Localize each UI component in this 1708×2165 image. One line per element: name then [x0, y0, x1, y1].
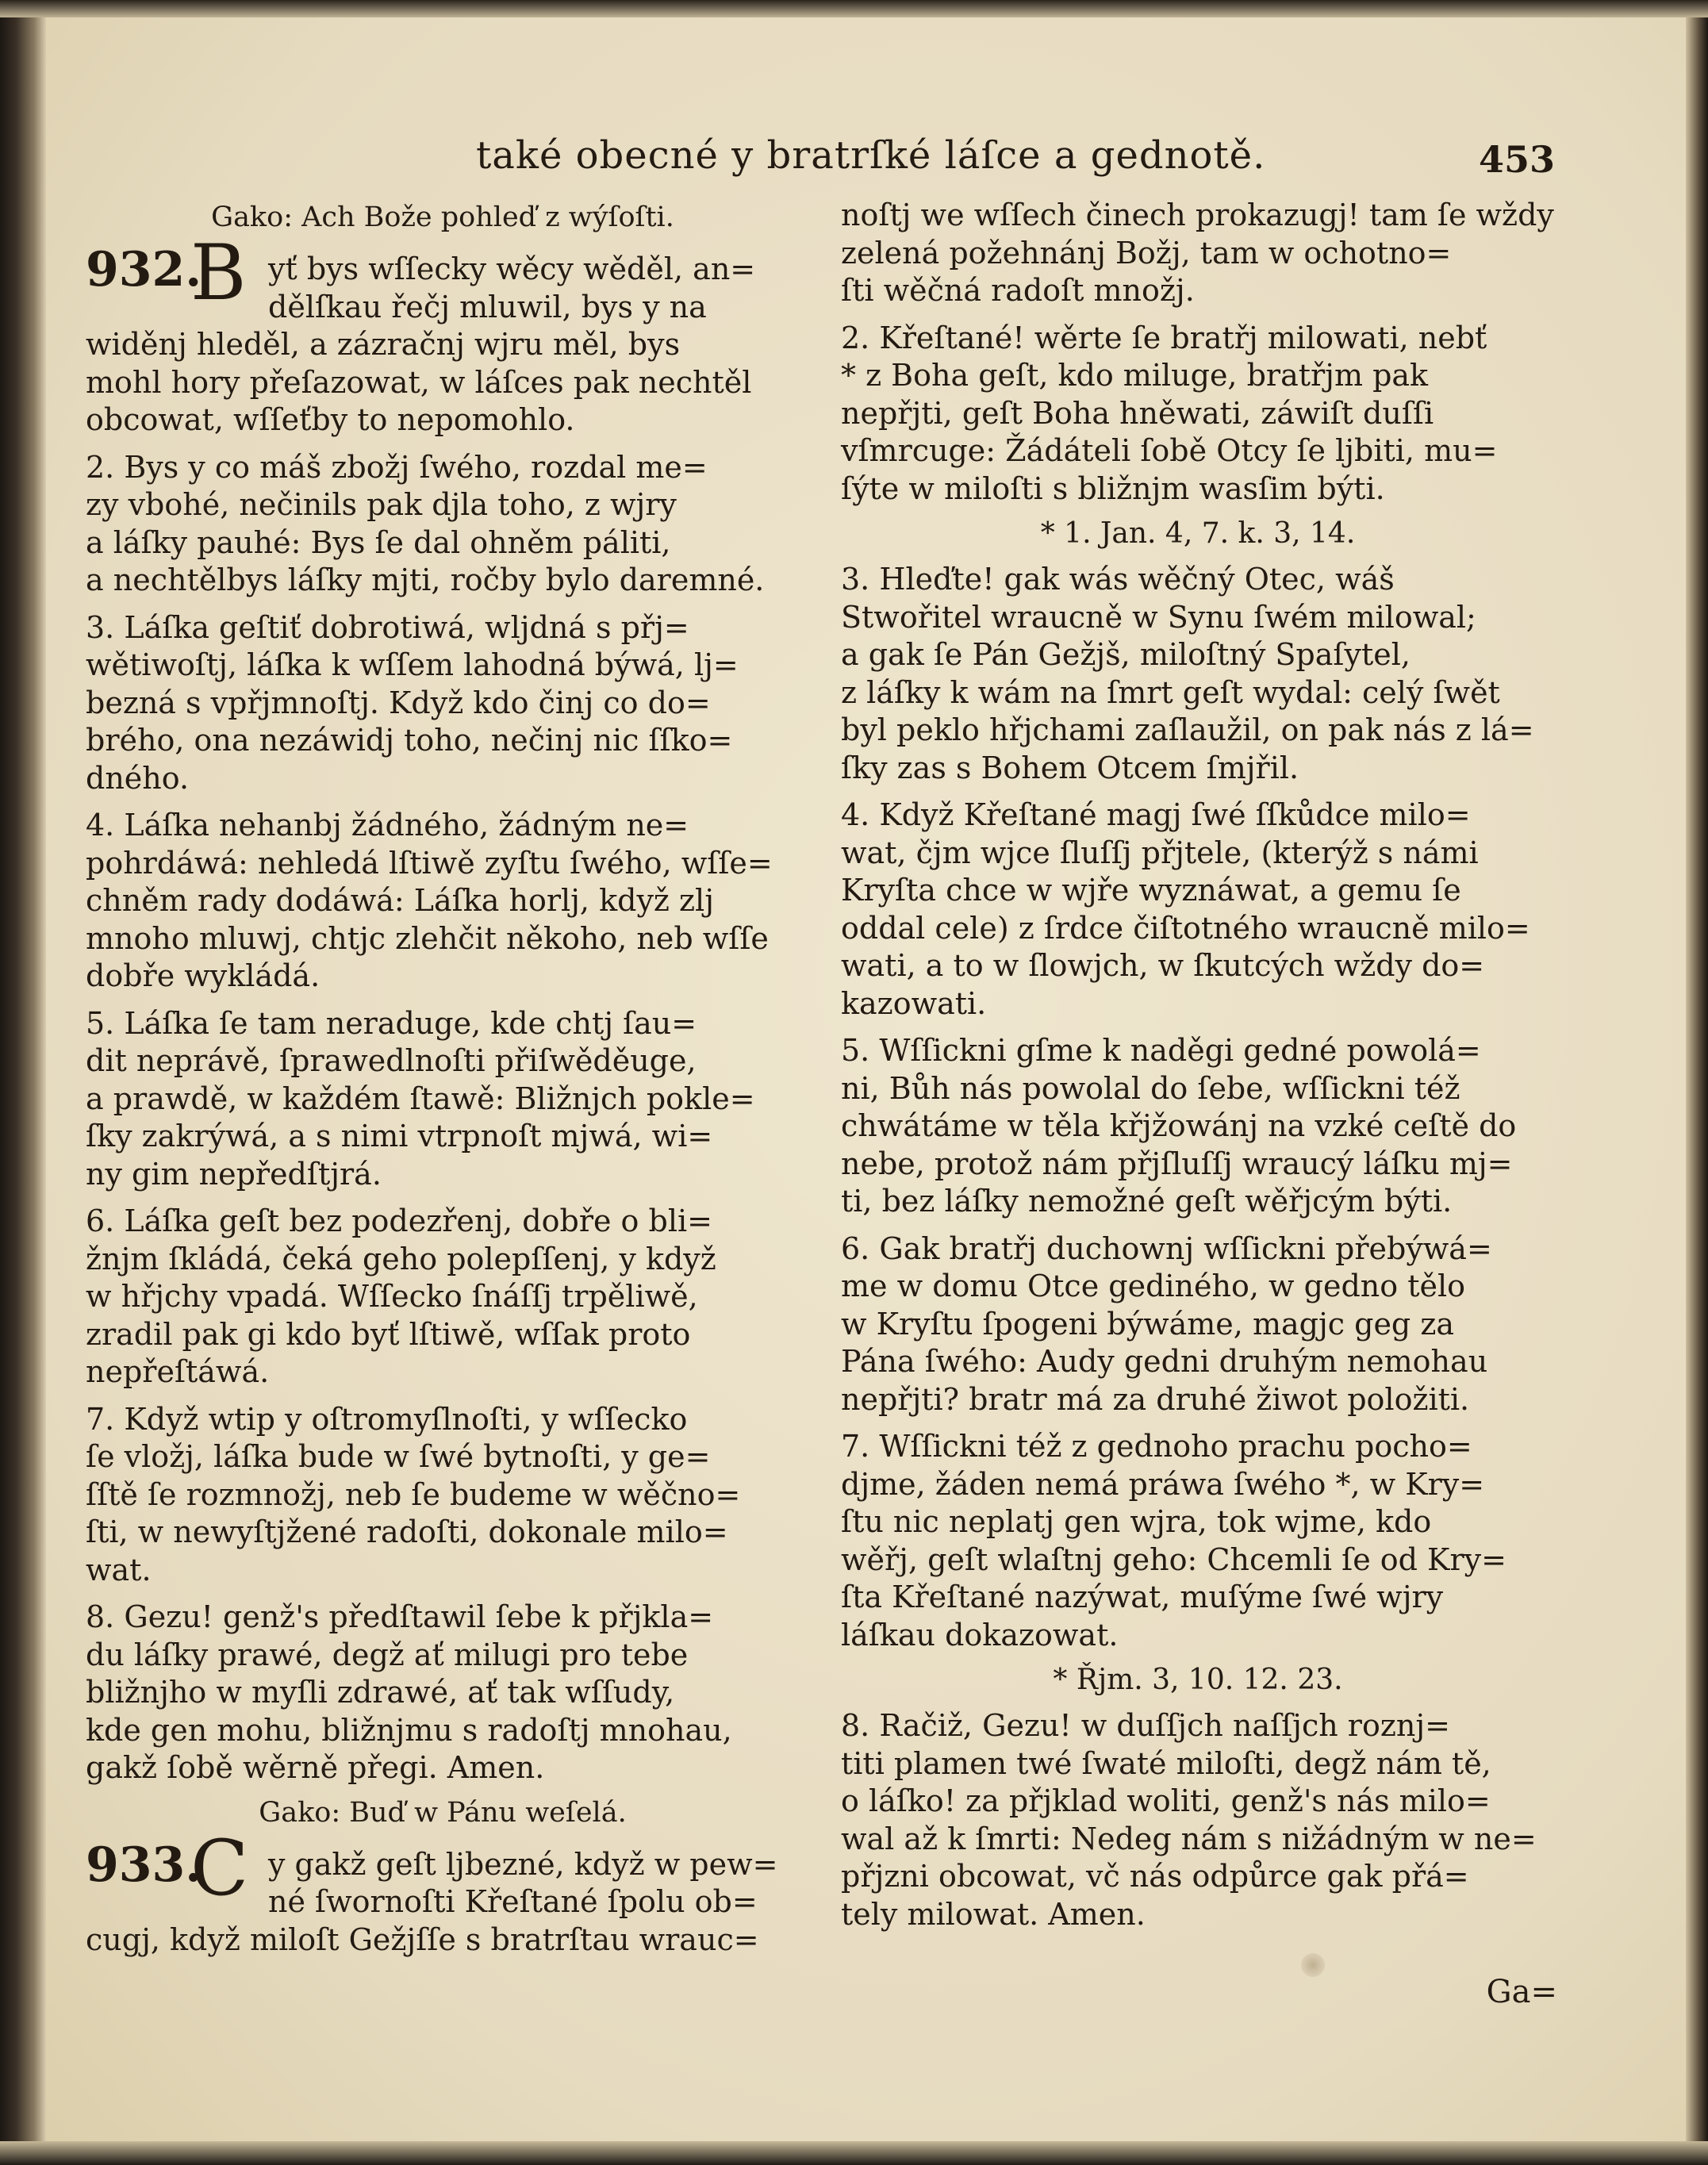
text-line: 5. Wſſickni gſme k naděgi gedné powolá= [841, 1033, 1481, 1068]
text-line: wal až k ſmrti: Nedeg nám s nižádným w ne= [841, 1821, 1537, 1856]
text-line: oddal cele) z ſrdce čiſtotného wraucně milo= [841, 910, 1530, 946]
text-line: 5. Láſka ſe tam neraduge, kde chtj ſau= [86, 1005, 697, 1041]
text-line: mnoho mluwj, chtjc zlehčit někoho, neb wſſe [86, 920, 769, 956]
verse-3 [841, 561, 1555, 787]
text-line: ti, bez láſky nemožné geſt wěřjcým býti. [841, 1184, 1453, 1219]
text-line: vſmrcuge: Žádáteli ſobě Otcy ſe ljbiti, mu= [841, 433, 1498, 468]
binding-shadow [0, 0, 46, 2165]
text-line: wěřj, geſt wlaſtnj geho: Chcemli ſe od Kry= [841, 1541, 1506, 1577]
text-line: nebe, protož nám přjſluſſj wraucý láſku mj= [841, 1146, 1513, 1181]
text-line: láſkau dokazowat. [841, 1617, 1119, 1653]
text-line: z láſky k wám na ſmrt geſt wydal: celý ſwět [841, 674, 1500, 710]
page-edge-right [1686, 0, 1708, 2165]
verse-1-continued [841, 197, 1555, 310]
text-line: a prawdě, w každém ſtawě: Bližnjch pokle= [86, 1081, 755, 1116]
melody-heading: Gako: Ach Bože pohleď z wýſoſti. [211, 202, 674, 233]
text-line: 7. Wſſickni též z gednoho prachu pocho= [841, 1429, 1472, 1464]
text-line: o láſko! za přjklad woliti, genž's nás milo= [841, 1783, 1491, 1818]
text-line: ſti wěčná radoſt množj. [841, 273, 1195, 308]
text-line: ny gim nepředſtjrá. [86, 1156, 382, 1192]
hymn-933 [86, 1823, 800, 1960]
text-line: né ſwornoſti Křeſtané ſpolu ob= [268, 1884, 758, 1919]
text-line: byl peklo hřjchami zaſlaužil, on pak nás z lá= [841, 712, 1534, 747]
text-line: ſky zas s Bohem Otcem ſmjřil. [841, 750, 1299, 785]
footnote-reference: * Řjm. 3, 10. 12. 23. [1053, 1664, 1343, 1696]
verse-6 [86, 1203, 800, 1392]
text-line: pohrdáwá: nehledá lſtiwě zyſtu ſwého, wſſe= [86, 845, 773, 881]
text-line: titi plamen twé ſwaté miloſti, degž nám tě, [841, 1745, 1491, 1781]
verse-8 [86, 1599, 800, 1787]
hymn-932 [86, 228, 800, 440]
text-line: zradil pak gi kdo byť lſtiwě, wſſak proto [86, 1316, 691, 1352]
text-line: zy vbohé, nečinils pak djla toho, z wjry [86, 487, 677, 522]
text-line: ſky zakrýwá, a s nimi vtrpnoſt mjwá, wi= [86, 1119, 713, 1154]
text-line: chwátáme w těla křjžowánj na vzké ceſtě do [841, 1108, 1517, 1143]
hymn-number: 933. [86, 1837, 202, 1893]
text-line: ſýte w miloſti s bližnjm wasſim býti. [841, 470, 1385, 506]
text-line: 3. Hleďte! gak wás wěčný Otec, wáš [841, 562, 1395, 597]
text-line: dělſkau řečj mluwil, bys y na [268, 289, 707, 324]
text-line: 3. Láſka geſtiť dobrotiwá, wljdná s přj= [86, 609, 689, 645]
text-line: nepřjti, geſt Boha hněwati, záwiſt duſſi [841, 395, 1434, 431]
verse-8 [841, 1707, 1555, 1933]
text-line: 8. Gezu! genž's předſtawil ſebe k přjkla= [86, 1599, 714, 1634]
verse-5 [841, 1032, 1555, 1221]
text-line: widěnj hleděl, a zázračnj wjru měl, bys [86, 327, 681, 362]
text-line: dit neprávě, ſprawedlnoſti přiſwěděuge, [86, 1043, 697, 1078]
page-header [476, 133, 1555, 197]
running-title: také obecné y bratrſké láſce a gednotě. [476, 133, 1266, 178]
text-line: a nechtělbys láſky mjti, ročby bylo daremné. [86, 562, 765, 597]
text-line: w Kryſtu ſpogeni býwáme, magjc geg za [841, 1306, 1455, 1342]
text-line: tely milowat. Amen. [841, 1896, 1146, 1932]
drop-cap: B [190, 228, 247, 317]
right-column [841, 197, 1555, 1943]
text-line: cugj, když miloſt Gežjſſe s bratrſtau wrauc= [86, 1921, 759, 1957]
text-line: 8. Račiž, Gezu! w duſſjch naſſjch roznj= [841, 1708, 1450, 1743]
text-line: 6. Láſka geſt bez podezřenj, dobře o bli= [86, 1203, 712, 1238]
verse-7 [841, 1428, 1555, 1654]
text-line: přjzni obcowat, vč nás odpůrce gak přá= [841, 1859, 1469, 1894]
text-line: 4. Když Křeſtané magj ſwé ſſkůdce milo= [841, 797, 1471, 832]
verse-6 [841, 1230, 1555, 1419]
text-line: yť bys wſſecky wěcy wěděl, an= [268, 251, 756, 286]
hymn-number: 932. [86, 242, 202, 297]
text-line: wati, a to w ſlowjch, w ſkutcých wždy do= [841, 948, 1485, 983]
text-line: w hřjchy vpadá. Wſſecko ſnáſſj trpěliwě, [86, 1279, 698, 1314]
text-line: nepřjti? bratr má za druhé žiwot položiti. [841, 1381, 1470, 1417]
text-line: a gak ſe Pán Gežjš, miloſtný Spaſytel, [841, 637, 1411, 672]
text-line: brého, ona nezáwidj toho, nečinj nic ſſko= [86, 723, 733, 758]
text-line: ſtu nic neplatj gen wjra, tok wjme, kdo [841, 1504, 1432, 1539]
verse-4 [841, 797, 1555, 1023]
text-line: chněm rady dodáwá: Láſka horlj, když zlj [86, 883, 714, 918]
text-line: mohl hory přeſazowat, w láſces pak nechtěl [86, 364, 752, 400]
text-line: 2. Bys y co máš zbožj ſwého, rozdal me= [86, 449, 708, 485]
text-line: * z Boha geſt, kdo miluge, bratřjm pak [841, 358, 1429, 393]
text-line: du láſky prawé, degž ať milugi pro tebe [86, 1637, 689, 1672]
text-line: bezná s vpřjmnoſtj. Když kdo činj co do= [86, 685, 711, 720]
verse-3 [86, 609, 800, 798]
verse-4 [86, 807, 800, 996]
text-line: y gakž geſt ljbezné, když w pew= [268, 1846, 778, 1882]
text-line: gakž ſobě wěrně přegi. Amen. [86, 1750, 545, 1785]
ink-stain [1301, 1953, 1325, 1977]
text-line: ſe vložj, láſka bude w ſwé bytnoſti, y ge= [86, 1439, 711, 1474]
page-edge-top [0, 0, 1708, 17]
footnote-reference: * 1. Jan. 4, 7. k. 3, 14. [1040, 517, 1356, 550]
text-line: wětiwoſtj, láſka k wſſem lahodná býwá, lj= [86, 647, 739, 682]
text-line: kde gen mohu, bližnjmu s radoſtj mnohau, [86, 1712, 732, 1748]
verse-2 [86, 449, 800, 600]
page-number: 453 [1478, 138, 1555, 181]
text-line: Pána ſwého: Audy gedni druhým nemohau [841, 1344, 1488, 1379]
text-line: 4. Láſka nehanbj žádného, žádným ne= [86, 808, 689, 843]
text-line: wat. [86, 1552, 152, 1587]
text-line: dného. [86, 760, 190, 796]
verse-5 [86, 1005, 800, 1194]
left-column [86, 197, 800, 1968]
text-line: me w domu Otce gediného, w gedno tělo [841, 1269, 1465, 1303]
text-line: ni, Bůh nás powolal do ſebe, wſſickni též [841, 1070, 1460, 1106]
text-line: noſtj we wſſech činech prokazugj! tam ſe wždy [841, 198, 1554, 232]
text-line: Stwořitel wraucně w Synu ſwém milowal; [841, 599, 1476, 635]
page-edge-bottom [0, 2141, 1708, 2165]
text-line: zelená požehnánj Božj, tam w ochotno= [841, 235, 1452, 271]
text-line: žnjm ſkládá, čeká geho polepſſenj, y když [86, 1241, 716, 1276]
text-line: wat, čjm wjce ſluſſj přjtele, (kterýž s námi [841, 835, 1479, 870]
text-line: Kryſta chce w wjře wyznáwat, a gemu ſe [841, 873, 1461, 908]
verse-7 [86, 1401, 800, 1590]
catchword: Ga= [1486, 1974, 1557, 2010]
verse-2 [841, 320, 1555, 509]
text-line: djme, žáden nemá práwa ſwého *, w Kry= [841, 1466, 1485, 1502]
text-line: kazowati. [841, 985, 987, 1021]
text-line: ſſtě ſe rozmnožj, neb ſe budeme w wěčno= [86, 1476, 741, 1512]
text-line: nepřeſtáwá. [86, 1354, 270, 1389]
text-line: a láſky pauhé: Bys ſe dal ohněm páliti, [86, 524, 671, 560]
text-line: 6. Gak bratřj duchownj wſſickni přebýwá= [841, 1230, 1492, 1266]
text-line: dobře wykládá. [86, 958, 320, 993]
melody-heading: Gako: Buď w Pánu weſelá. [259, 1796, 627, 1829]
drop-cap: C [190, 1823, 249, 1913]
text-line: 7. Když wtip y oſtromyſlnoſti, y wſſecko [86, 1401, 688, 1437]
text-line: obcowat, wſſeťby to nepomohlo. [86, 402, 575, 437]
text-line: 2. Křeſtané! wěrte ſe bratřj milowati, nebť [841, 320, 1487, 355]
text-line: bližnjho w myſli zdrawé, ať tak wſſudy, [86, 1675, 675, 1710]
text-line: ſta Křeſtané nazýwat, muſýme ſwé wjry [841, 1580, 1444, 1614]
text-line: ſti, w newyſtjžené radoſti, dokonale milo= [86, 1514, 728, 1549]
